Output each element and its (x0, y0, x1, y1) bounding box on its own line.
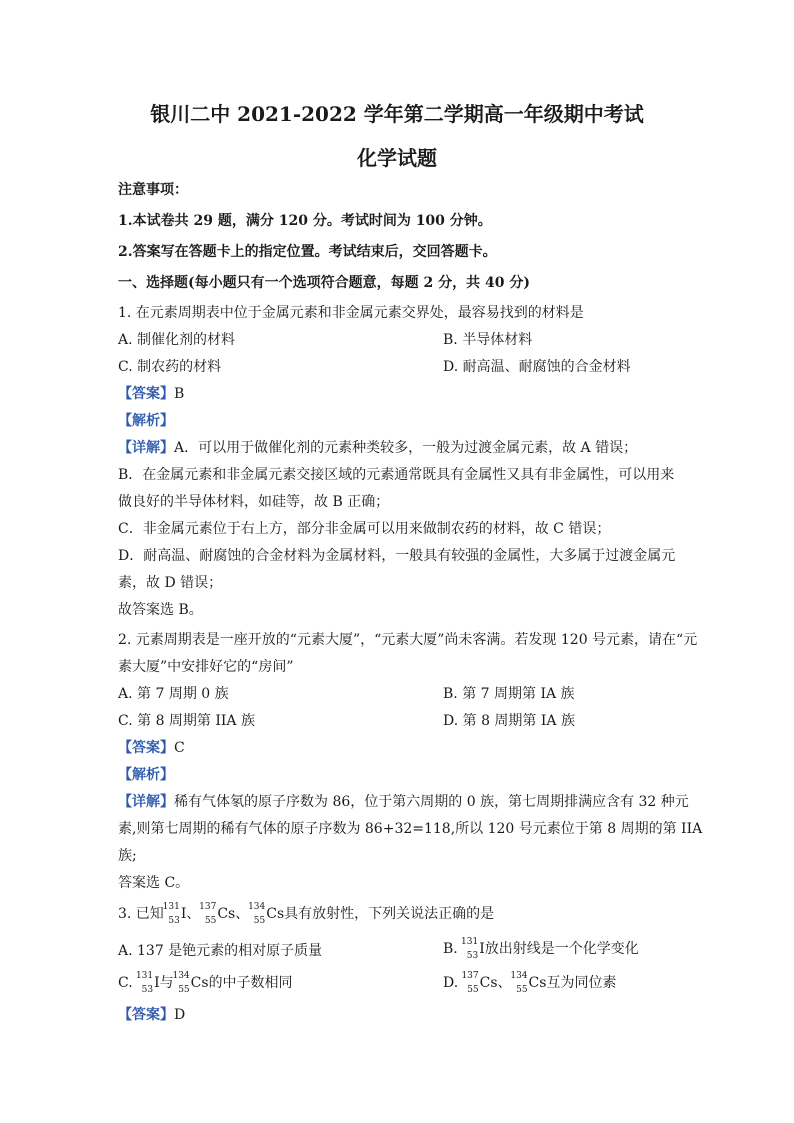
q2-option-c: C. 第 8 周期第 IIA 族 (118, 713, 255, 729)
exam-subtitle: 化学试题 (357, 146, 437, 170)
option-letter: D. (443, 975, 459, 991)
answer-tag: 【答案】 (118, 386, 174, 402)
q1-detail-6: 素，故 D 错误； (118, 575, 223, 591)
q3-option-c (118, 971, 293, 995)
mass-number: 134 (172, 971, 190, 981)
q1-answer-value: B (174, 386, 185, 402)
q1-detail-4: C．非金属元素位于右上方，部分非金属可以用来做制农药的材料，故 C 错误； (118, 521, 611, 537)
option-text: 互为同位素 (546, 975, 617, 991)
q1-stem: 1. 在元素周期表中位于金属元素和非金属元素交界处，最容易找到的材料是 (118, 305, 584, 321)
q2-detail-1 (118, 792, 689, 812)
q2-answer-value: C (174, 740, 185, 756)
notice-item-2: 2.答案写在答题卡上的指定位置。考试结束后，交回答题卡。 (118, 244, 497, 260)
q3-option-d (443, 971, 616, 995)
option-text: 放出射线是一个化学变化 (484, 941, 639, 957)
element-symbol: Cs (266, 906, 285, 922)
nuclide-i131 (164, 902, 180, 926)
q2-stem-line-1: 2. 元素周期表是一座开放的“元素大厦”，“元素大厦”尚未客满。若发现 120 号元素，请在“元 (118, 632, 698, 648)
atomic-number: 55 (204, 916, 217, 926)
mass-number: 137 (461, 971, 479, 981)
option-letter: B. (443, 941, 458, 957)
q1-detail-1 (118, 438, 637, 458)
nuclide-cs134 (174, 971, 190, 995)
mass-number: 134 (510, 971, 528, 981)
q3-option-b (443, 937, 639, 961)
nuclide-cs137 (200, 902, 216, 926)
option-text: 的中子数相同 (208, 975, 293, 991)
q2-detail-1-text: 稀有气体氡的原子序数为 86，位于第六周期的 0 族，第七周期排满应含有 32 种元 (174, 794, 689, 810)
q3-option-a: A. 137 是铯元素的相对原子质量 (118, 943, 323, 959)
q2-option-b: B. 第 7 周期第 IA 族 (443, 686, 575, 702)
q3-stem (118, 902, 494, 926)
q1-detail-2: B．在金属元素和非金属元素交接区域的元素通常既具有金属性又具有非金属性，可以用来 (118, 467, 675, 483)
q1-option-b: B. 半导体材料 (443, 332, 533, 348)
q1-detail-7: 故答案选 B。 (118, 602, 203, 618)
q1-detail-5: D．耐高温、耐腐蚀的合金材料为金属材料，一般具有较强的金属性，大多属于过渡金属元 (118, 548, 676, 564)
element-symbol: Cs (528, 975, 547, 991)
atomic-number: 55 (253, 916, 266, 926)
nuclide-cs134 (512, 971, 528, 995)
detail-tag: 【详解】 (118, 440, 174, 456)
notice-item-1: 1.本试卷共 29 题，满分 120 分。考试时间为 100 分钟。 (118, 213, 492, 229)
q1-detail-3: 做良好的半导体材料，如硅等，故 B 正确； (118, 494, 390, 510)
separator: 、 (497, 975, 512, 991)
q2-option-a: A. 第 7 周期 0 族 (118, 686, 229, 702)
q1-detail-1-text: A．可以用于做催化剂的元素种类较多，一般为过渡金属元素，故 A 错误； (174, 440, 638, 456)
mass-number: 131 (461, 937, 479, 947)
q3-answer (118, 1005, 185, 1025)
mass-number: 137 (199, 902, 217, 912)
separator: 、 (235, 906, 250, 922)
q2-answer (118, 738, 185, 758)
mass-number: 131 (135, 971, 154, 981)
q2-detail-2: 素,则第七周期的稀有气体的原子序数为 86+32=118,所以 120 号元素位于第 8 周期的第 IIA (118, 821, 703, 837)
atomic-number: 55 (178, 985, 190, 995)
q1-answer (118, 384, 184, 404)
section-heading: 一、选择题(每小题只有一个选项符合题意，每题 2 分，共 40 分) (118, 275, 530, 291)
element-symbol: Cs (217, 906, 236, 922)
answer-tag: 【答案】 (118, 740, 174, 756)
element-symbol: Cs (479, 975, 498, 991)
q3-stem-suffix: 具有放射性，下列关说法正确的是 (284, 906, 495, 922)
answer-tag: 【答案】 (118, 1007, 174, 1023)
mass-number: 131 (162, 902, 180, 912)
nuclide-cs134 (249, 902, 265, 926)
q3-answer-value: D (174, 1007, 186, 1023)
exam-title: 银川二中 2021-2022 学年第二学期高一年级期中考试 (150, 102, 644, 126)
nuclide-cs137 (463, 971, 479, 995)
nuclide-i131 (137, 971, 153, 995)
separator: 、 (186, 906, 201, 922)
q1-analysis-tag: 【解析】 (118, 413, 174, 429)
element-symbol: Cs (190, 975, 209, 991)
atomic-number: 55 (467, 985, 479, 995)
element-symbol: I (180, 906, 187, 922)
element-symbol: I (154, 975, 160, 991)
mass-number: 134 (248, 902, 266, 912)
q1-option-d: D. 耐高温、耐腐蚀的合金材料 (443, 359, 631, 375)
atomic-number: 53 (141, 985, 154, 995)
q2-detail-3: 族; (118, 848, 137, 864)
q2-analysis-tag: 【解析】 (118, 767, 174, 783)
atomic-number: 53 (168, 916, 180, 926)
atomic-number: 55 (516, 985, 528, 995)
q1-option-c: C. 制农药的材料 (118, 359, 222, 375)
nuclide-i131 (462, 937, 478, 961)
detail-tag: 【详解】 (118, 794, 174, 810)
q3-stem-prefix: 3. 已知 (118, 906, 164, 922)
notice-heading: 注意事项： (118, 182, 188, 198)
atomic-number: 53 (466, 951, 479, 961)
q2-stem-line-2: 素大厦”中安排好它的“房间” (118, 659, 294, 675)
q1-option-a: A. 制催化剂的材料 (118, 332, 236, 348)
q2-detail-4: 答案选 C。 (118, 875, 190, 891)
q2-option-d: D. 第 8 周期第 IA 族 (443, 713, 575, 729)
element-symbol: I (479, 941, 485, 957)
option-letter: C. (118, 975, 133, 991)
conjunction: 与 (159, 975, 174, 991)
